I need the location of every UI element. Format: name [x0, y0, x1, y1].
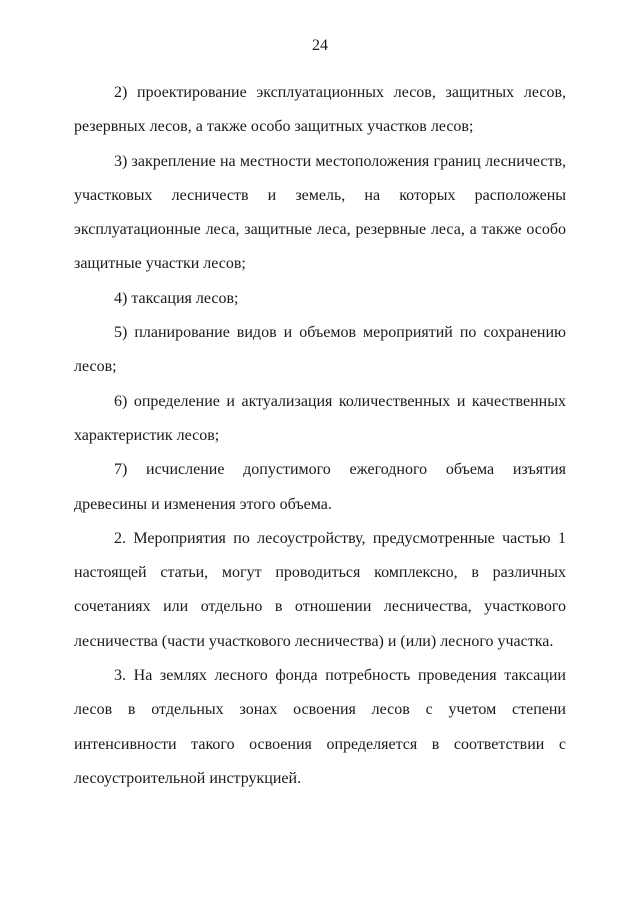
paragraph-item-6: 6) определение и актуализация количественных и качественных характеристик лесов;: [74, 392, 566, 444]
document-body: [74, 76, 566, 796]
paragraph-part-2: 2. Мероприятия по лесоустройству, предусмотренные частью 1 настоящей статьи, могут проводиться комплексно, в различных сочетаниях или отдельно в отношении лесничества, участкового лесничества (части участкового лесничества) и (или) лесного участка.: [74, 529, 566, 650]
page-number: 24: [312, 37, 328, 54]
paragraph-item-2: 2) проектирование эксплуатационных лесов, защитных лесов, резервных лесов, а также особо защитных участков лесов;: [74, 84, 566, 136]
paragraph-item-5: 5) планирование видов и объемов мероприятий по сохранению лесов;: [74, 324, 566, 376]
paragraph-part-3: 3. На землях лесного фонда потребность проведения таксации лесов в отдельных зонах освоения лесов с учетом степени интенсивности такого освоения определяется в соответствии с лесоустроительной инструкцией.: [74, 667, 566, 787]
paragraph-item-7: 7) исчисление допустимого ежегодного объема изъятия древесины и изменения этого объема.: [74, 461, 566, 513]
paragraph-item-3: 3) закрепление на местности местоположения границ лесничеств, участковых лесничеств и земель, на которых расположены эксплуатационные леса, защитные леса, резервные леса, а также особо защитные участки лесов;: [74, 152, 566, 273]
paragraph-item-4: 4) таксация лесов;: [114, 289, 239, 307]
